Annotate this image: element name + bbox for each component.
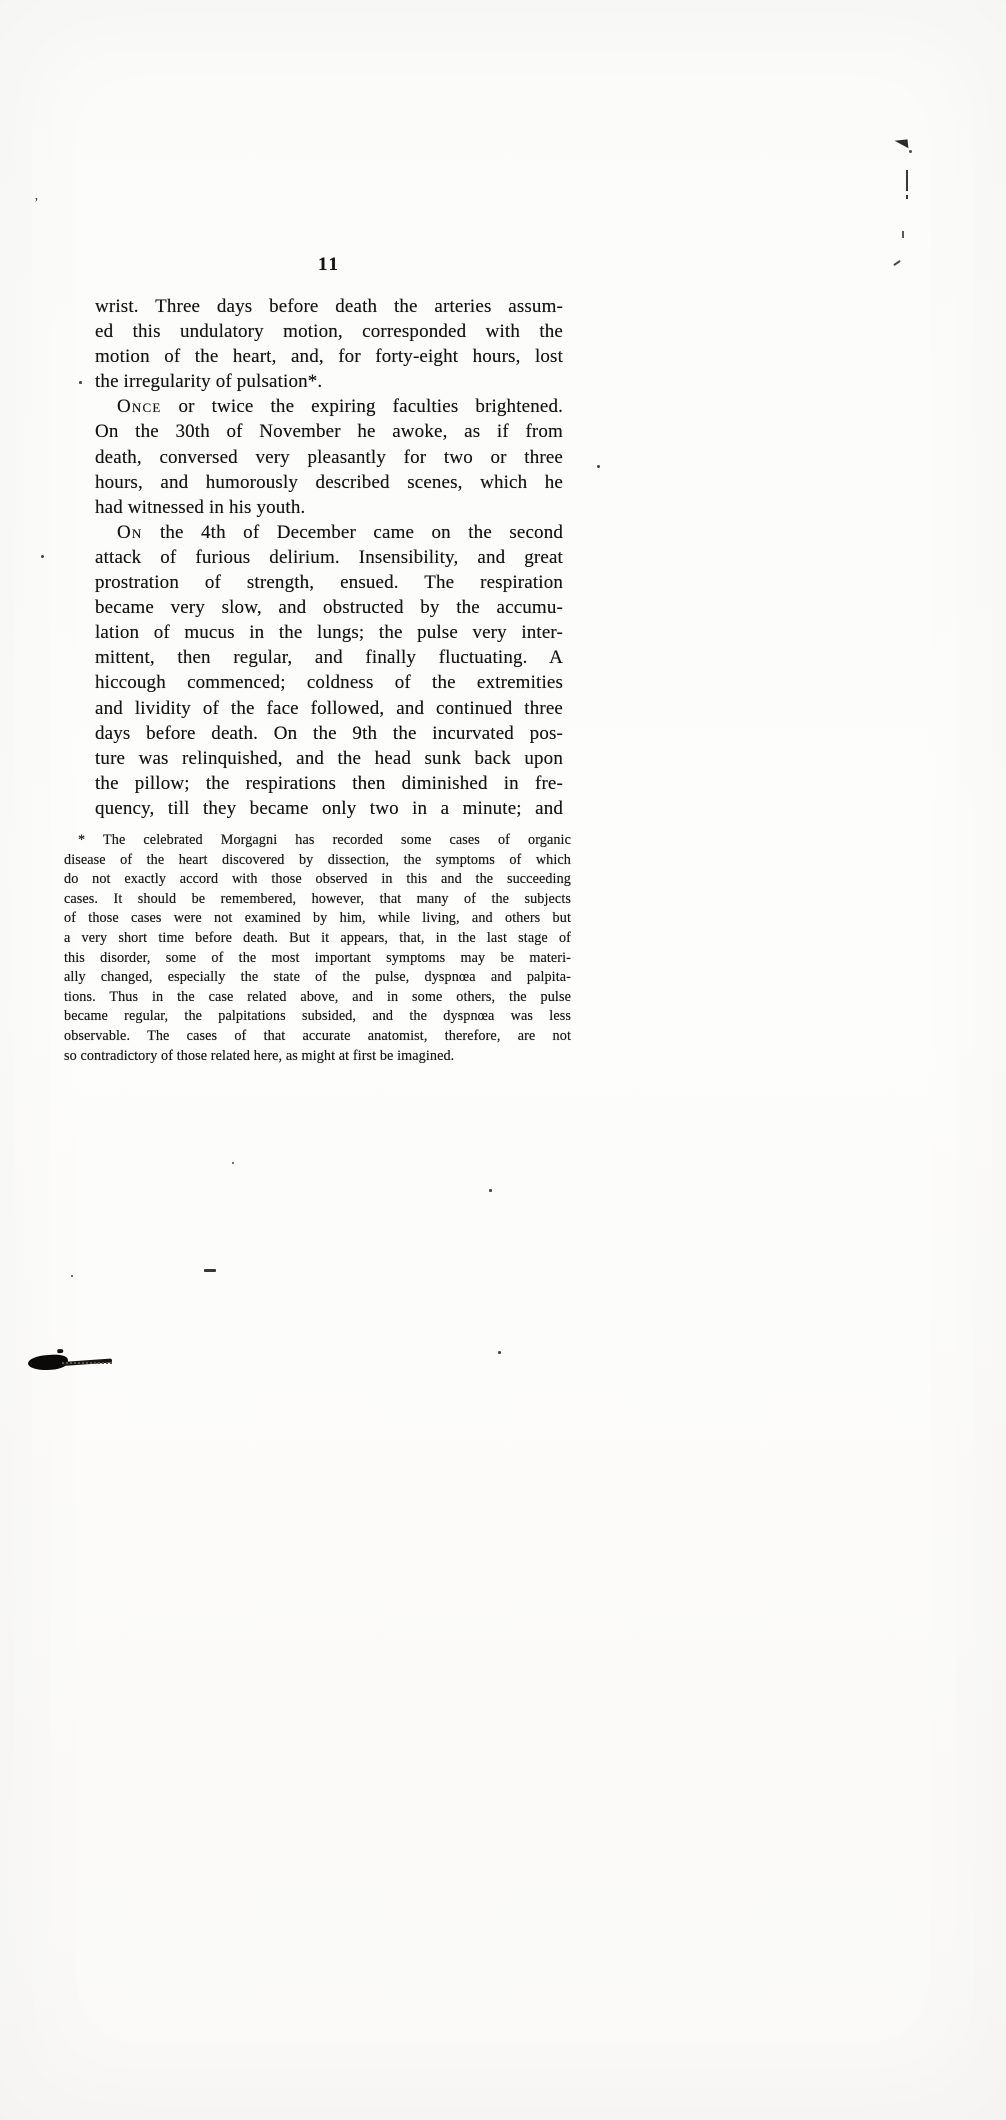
scan-mark-artifact bbox=[893, 260, 901, 266]
footnote-line: observable. The cases of that accurate anatomist, therefore, are not bbox=[64, 1027, 571, 1044]
footnote bbox=[64, 831, 571, 1066]
paragraph bbox=[95, 394, 563, 519]
scan-dash-artifact bbox=[204, 1269, 216, 1272]
footnote-line: ally changed, especially the state of the pulse, dyspnœa and palpita- bbox=[64, 969, 571, 986]
text-line: became very slow, and obstructed by the accumu- bbox=[95, 597, 563, 619]
text-line: the irregularity of pulsation*. bbox=[95, 371, 323, 393]
scan-speck bbox=[498, 1351, 501, 1354]
ink-trail-artifact bbox=[62, 1362, 112, 1364]
text-line: hours, and humorously described scenes, which he bbox=[95, 471, 563, 493]
scan-comma-artifact: ’ bbox=[34, 196, 39, 211]
text-line: had witnessed in his youth. bbox=[95, 496, 306, 518]
scan-speck bbox=[909, 150, 912, 153]
footnote-line: tions. Thus in the case related above, and in some others, the pulse bbox=[64, 988, 571, 1005]
text-line: On the 30th of November he awoke, as if from bbox=[95, 421, 563, 443]
body-text bbox=[95, 294, 563, 821]
footnote-line: a very short time before death. But it appears, that, in the last stage of bbox=[64, 929, 571, 946]
text-line: the pillow; the respirations then diminished in fre- bbox=[95, 772, 563, 794]
scan-speck bbox=[489, 1189, 492, 1192]
scan-speck bbox=[41, 555, 44, 558]
scan-wedge-artifact bbox=[895, 139, 909, 149]
text-line: ture was relinquished, and the head sunk back upon bbox=[95, 747, 563, 769]
text-line: mittent, then regular, and finally fluctuating. A bbox=[95, 647, 563, 669]
footnote-line: of those cases were not examined by him, while living, and others but bbox=[64, 910, 571, 927]
text-line: death, conversed very pleasantly for two or three bbox=[95, 446, 563, 468]
text-line: hiccough commenced; coldness of the extremities bbox=[95, 672, 563, 694]
text-line: motion of the heart, and, for forty-eight hours, lost bbox=[95, 346, 563, 368]
text-line: days before death. On the 9th the incurvated pos- bbox=[95, 722, 563, 744]
paragraph bbox=[95, 294, 563, 394]
scan-line-artifact bbox=[906, 170, 908, 191]
footnote-line: this disorder, some of the most important symptoms may be materi- bbox=[64, 949, 571, 966]
page-number: 11 bbox=[318, 254, 340, 275]
scan-speck bbox=[71, 1275, 73, 1277]
text-line: and lividity of the face followed, and continued three bbox=[95, 697, 563, 719]
scan-tick-artifact bbox=[902, 231, 904, 238]
text-line: wrist. Three days before death the arteries assum- bbox=[95, 296, 563, 317]
scan-speck bbox=[597, 465, 600, 468]
footnote-line: became regular, the palpitations subsided, and the dyspnœa was less bbox=[64, 1008, 571, 1025]
text-line: lation of mucus in the lungs; the pulse very inter- bbox=[95, 622, 563, 644]
text-line: ed this undulatory motion, corresponded with the bbox=[95, 321, 563, 343]
text-line: On the 4th of December came on the second bbox=[117, 521, 563, 543]
scan-speck bbox=[906, 195, 908, 199]
footnote-line: so contradictory of those related here, as might at first be imagined. bbox=[64, 1047, 455, 1064]
footnote-line: * The celebrated Morgagni has recorded some cases of organic bbox=[78, 832, 571, 848]
footnote-line: disease of the heart discovered by dissection, the symptoms of which bbox=[64, 851, 571, 868]
scan-speck bbox=[232, 1162, 234, 1164]
text-line: Once or twice the expiring faculties brightened. bbox=[117, 396, 563, 418]
smallcaps-word: On bbox=[117, 521, 143, 543]
ink-blot-artifact bbox=[28, 1354, 69, 1372]
text-line: prostration of strength, ensued. The respiration bbox=[95, 572, 563, 594]
text-line: quency, till they became only two in a minute; and bbox=[95, 797, 563, 819]
footnote-line: do not exactly accord with those observed in this and the succeeding bbox=[64, 871, 571, 888]
footnote-line: cases. It should be remembered, however, that many of the subjects bbox=[64, 890, 571, 907]
text-line: attack of furious delirium. Insensibility, and great bbox=[95, 546, 563, 568]
scan-speck bbox=[79, 381, 82, 384]
footnote-lines bbox=[64, 831, 571, 1066]
smallcaps-word: Once bbox=[117, 396, 162, 418]
paragraph bbox=[95, 520, 563, 821]
